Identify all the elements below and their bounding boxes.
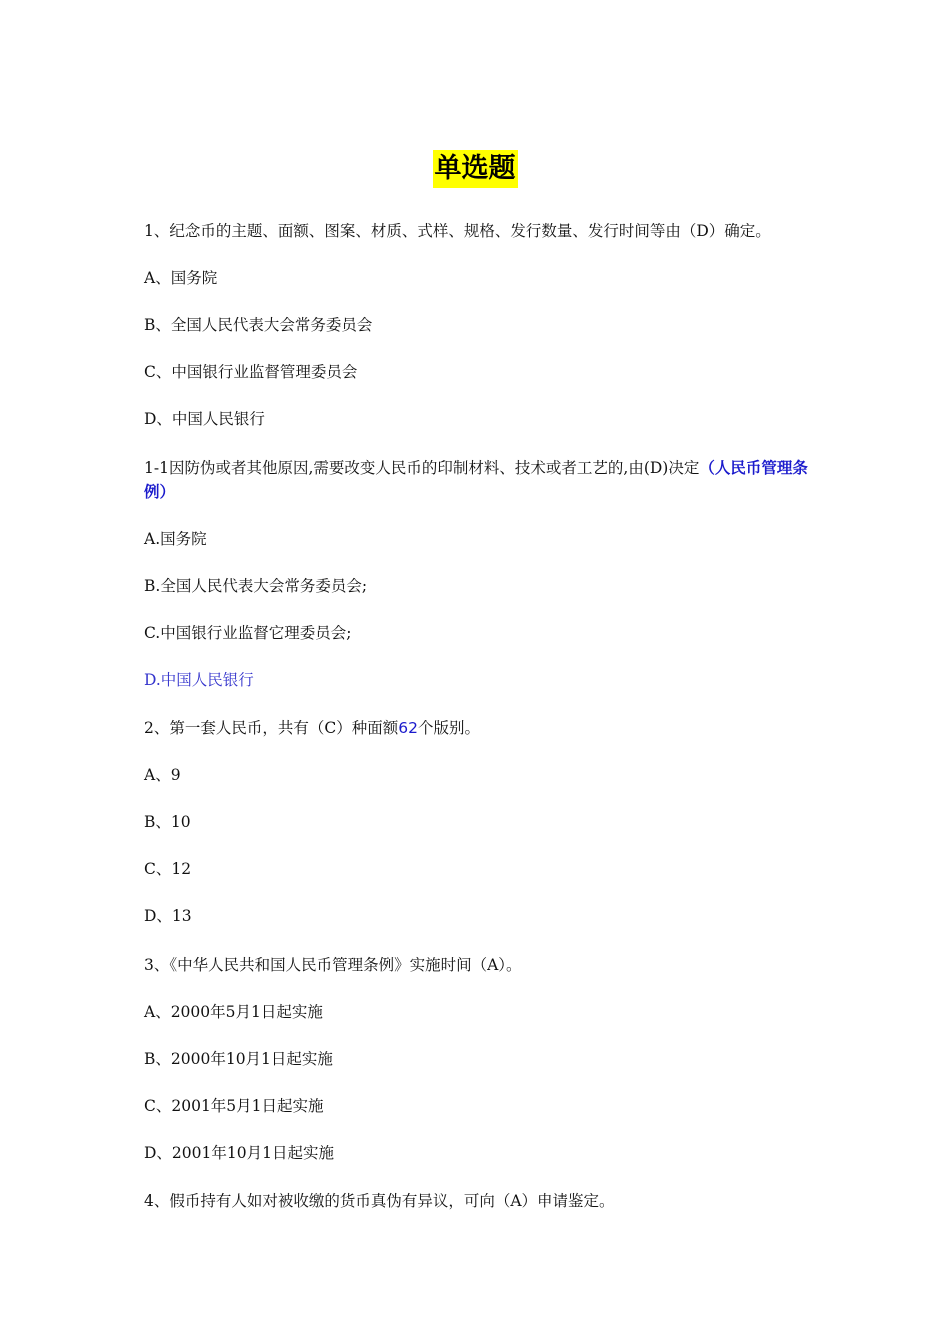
section-title-text: 单选题 <box>433 150 518 188</box>
question-2-option-a: A、9 <box>144 766 181 784</box>
question-3-stem: 3、《中华人民共和国人民币管理条例》实施时间（A）。 <box>144 956 522 974</box>
question-4-stem: 4、假币持有人如对被收缴的货币真伪有异议，可向（A）申请鉴定。 <box>144 1192 615 1210</box>
question-1-option-a: A、国务院 <box>144 269 218 287</box>
question-3-option-c: C、2001年5月1日起实施 <box>144 1097 324 1115</box>
question-1-option-b: B、全国人民代表大会常务委员会 <box>144 316 373 334</box>
question-1-option-c: C、中国银行业监督管理委员会 <box>144 363 358 381</box>
question-2-stem-post: 个版别。 <box>417 719 480 737</box>
question-3-option-a: A、2000年5月1日起实施 <box>144 1003 323 1021</box>
question-1-1-option-d: D.中国人民银行 <box>144 671 254 689</box>
question-1-stem: 1、纪念币的主题、面额、图案、材质、式样、规格、发行数量、发行时间等由（D）确定。 <box>144 222 771 240</box>
question-1-1-option-c: C.中国银行业监督它理委员会; <box>144 624 352 642</box>
question-1-1-stem-text: 1-1因防伪或者其他原因,需要改变人民币的印制材料、技术或者工艺的,由(D)决定 <box>144 459 700 477</box>
section-title <box>0 150 950 188</box>
question-1-1-option-a: A.国务院 <box>144 530 207 548</box>
question-3-option-d: D、2001年10月1日起实施 <box>144 1144 334 1162</box>
question-1-1-option-b: B.全国人民代表大会常务委员会; <box>144 577 368 595</box>
question-2-stem-pre: 2、第一套人民币，共有（C）种面额 <box>144 719 399 737</box>
question-2-option-c: C、12 <box>144 860 192 878</box>
question-2-option-d: D、13 <box>144 907 192 925</box>
question-1-option-d: D、中国人民银行 <box>144 410 265 428</box>
question-3-option-b: B、2000年10月1日起实施 <box>144 1050 333 1068</box>
question-2-stem <box>144 716 814 740</box>
question-2-option-b: B、10 <box>144 813 191 831</box>
question-2-stem-number: 62 <box>398 719 418 737</box>
question-1-1-stem <box>144 456 816 504</box>
question-1-1-source-note: （人民币管理条例） <box>144 459 808 501</box>
